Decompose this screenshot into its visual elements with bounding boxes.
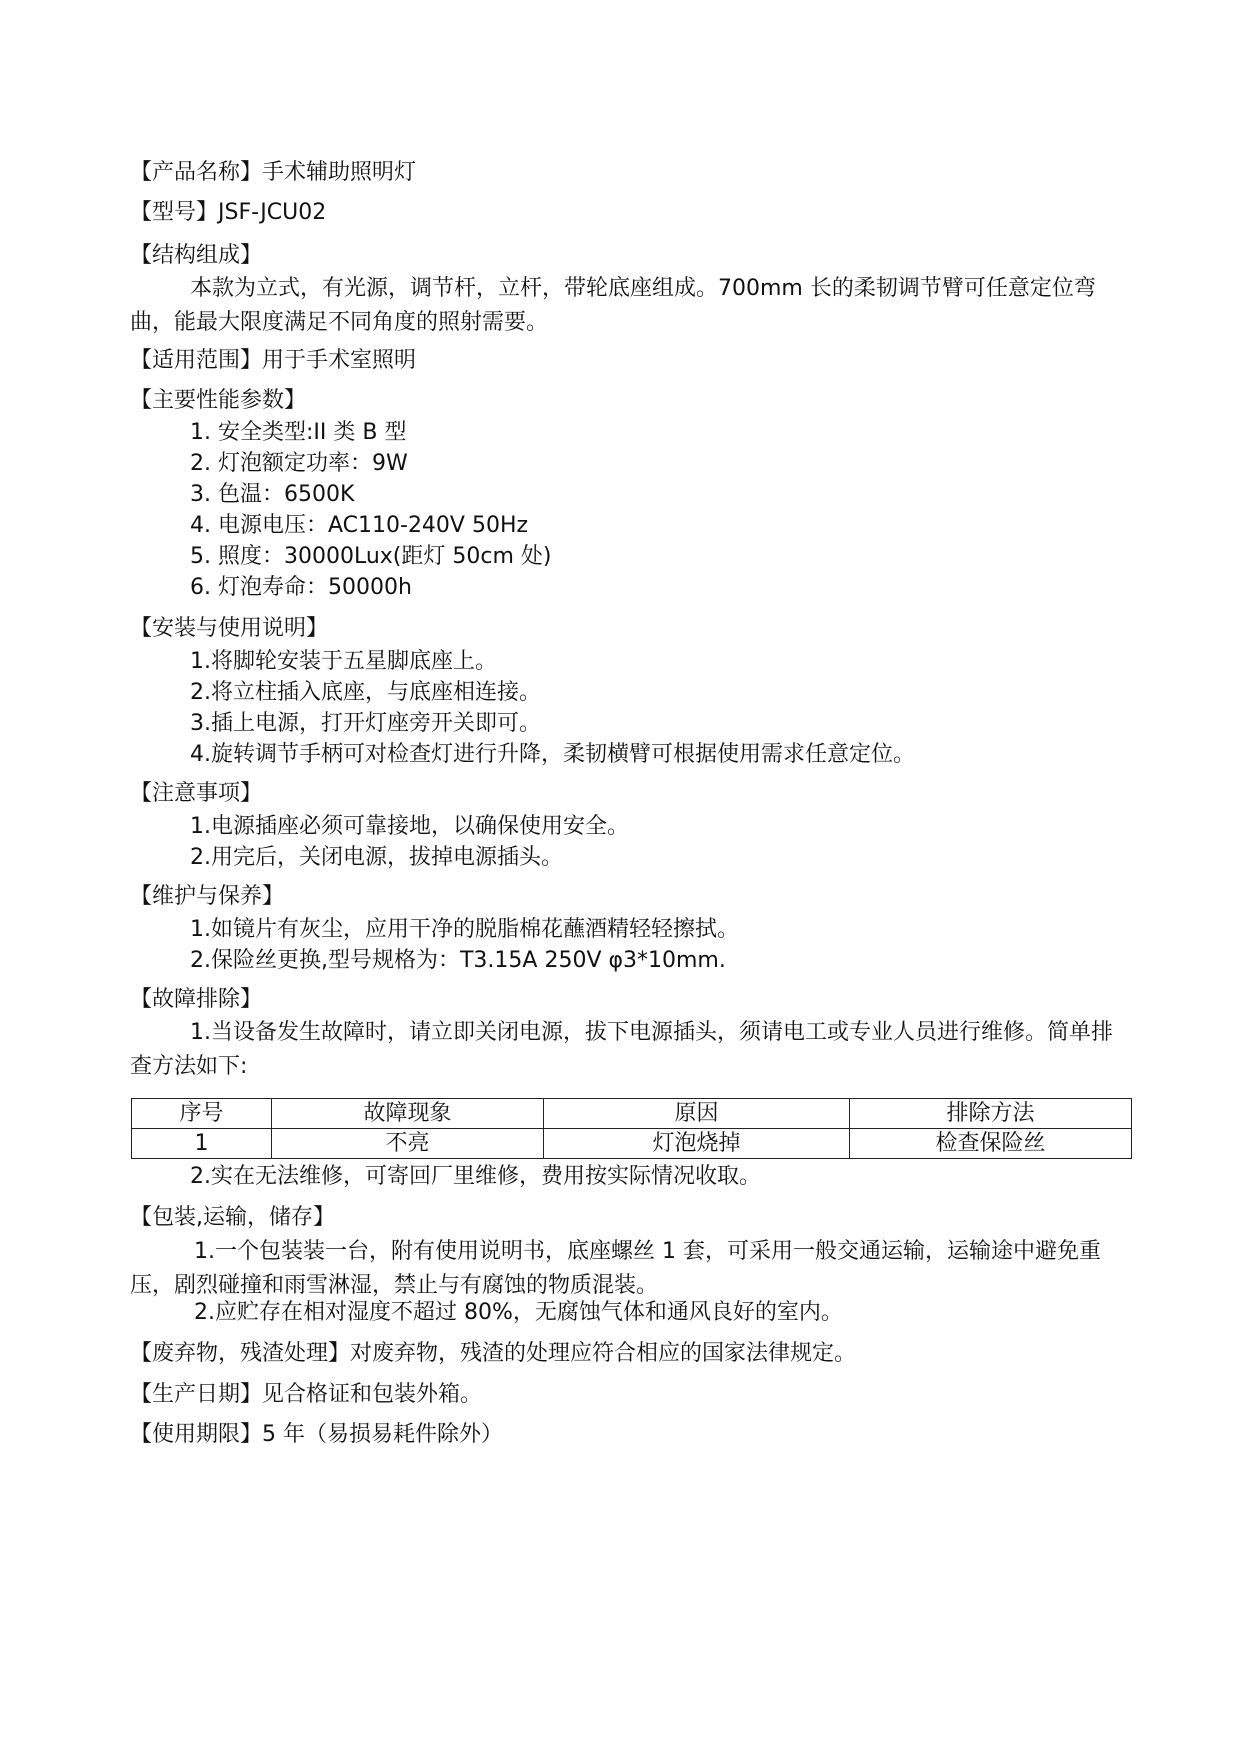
table-row bbox=[132, 1129, 1132, 1159]
scope: 【适用范围】用于手术室照明 bbox=[130, 348, 417, 373]
performance-item: 1. 安全类型:II 类 B 型 bbox=[190, 420, 407, 445]
product-name: 【产品名称】手术辅助照明灯 bbox=[130, 160, 417, 185]
performance-item: 4. 电源电压：AC110-240V 50Hz bbox=[190, 513, 529, 538]
fault-table-cell: 不亮 bbox=[272, 1129, 544, 1159]
performance-heading: 【主要性能参数】 bbox=[130, 388, 307, 413]
installation-heading: 【安装与使用说明】 bbox=[130, 616, 329, 641]
fault-table-cell: 检查保险丝 bbox=[850, 1129, 1132, 1159]
packaging-item-2: 2.应贮存在相对湿度不超过 80%，无腐蚀气体和通风良好的室内。 bbox=[194, 1300, 843, 1325]
waste-disposal: 【废弃物，残渣处理】对废弃物，残渣的处理应符合相应的国家法律规定。 bbox=[130, 1341, 857, 1366]
fault-table-header: 排除方法 bbox=[850, 1099, 1132, 1129]
installation-item: 1.将脚轮安装于五星脚底座上。 bbox=[190, 649, 497, 674]
troubleshooting-intro: 1.当设备发生故障时，请立即关闭电源，拔下电源插头，须请电工或专业人员进行维修。简单排查方法如下: bbox=[130, 1020, 1113, 1079]
service-life: 【使用期限】5 年（易损易耗件除外） bbox=[130, 1422, 503, 1447]
packaging-heading: 【包装,运输，储存】 bbox=[130, 1205, 335, 1230]
installation-item: 4.旋转调节手柄可对检查灯进行升降，柔韧横臂可根据使用需求任意定位。 bbox=[190, 742, 915, 767]
troubleshooting-note: 2.实在无法维修，可寄回厂里维修，费用按实际情况收取。 bbox=[190, 1164, 761, 1189]
model: 【型号】JSF-JCU02 bbox=[130, 200, 327, 225]
fault-table-header: 故障现象 bbox=[272, 1099, 544, 1129]
fault-table-header: 序号 bbox=[132, 1099, 272, 1129]
performance-item: 6. 灯泡寿命：50000h bbox=[190, 575, 412, 600]
troubleshooting-heading: 【故障排除】 bbox=[130, 987, 263, 1012]
fault-table-header-row bbox=[132, 1099, 1132, 1129]
fault-table bbox=[131, 1098, 1132, 1159]
installation-item: 2.将立柱插入底座，与底座相连接。 bbox=[190, 680, 541, 705]
notes-heading: 【注意事项】 bbox=[130, 781, 263, 806]
packaging-item-1: 1.一个包装装一台，附有使用说明书，底座螺丝 1 套，可采用一般交通运输，运输途中避免重压，剧烈碰撞和雨雪淋湿，禁止与有腐蚀的物质混装。 bbox=[130, 1239, 1101, 1298]
fault-table-header: 原因 bbox=[544, 1099, 850, 1129]
structure-body: 本款为立式，有光源，调节杆，立杆，带轮底座组成。700mm 长的柔韧调节臂可任意定位弯曲，能最大限度满足不同角度的照射需要。 bbox=[130, 276, 1096, 335]
fault-table-cell: 1 bbox=[132, 1129, 272, 1159]
performance-item: 5. 照度：30000Lux(距灯 50cm 处) bbox=[190, 544, 552, 569]
installation-item: 3.插上电源，打开灯座旁开关即可。 bbox=[190, 711, 541, 736]
notes-item: 1.电源插座必须可靠接地，以确保使用安全。 bbox=[190, 814, 629, 839]
maintenance-item: 2.保险丝更换,型号规格为：T3.15A 250V φ3*10mm. bbox=[190, 948, 726, 973]
notes-item: 2.用完后，关闭电源，拔掉电源插头。 bbox=[190, 845, 563, 870]
maintenance-heading: 【维护与保养】 bbox=[130, 884, 285, 909]
performance-item: 2. 灯泡额定功率：9W bbox=[190, 451, 408, 476]
fault-table-cell: 灯泡烧掉 bbox=[544, 1129, 850, 1159]
structure-heading: 【结构组成】 bbox=[130, 243, 263, 268]
performance-item: 3. 色温：6500K bbox=[190, 482, 355, 507]
production-date: 【生产日期】见合格证和包装外箱。 bbox=[130, 1382, 483, 1407]
maintenance-item: 1.如镜片有灰尘，应用干净的脱脂棉花蘸酒精轻轻擦拭。 bbox=[190, 917, 739, 942]
